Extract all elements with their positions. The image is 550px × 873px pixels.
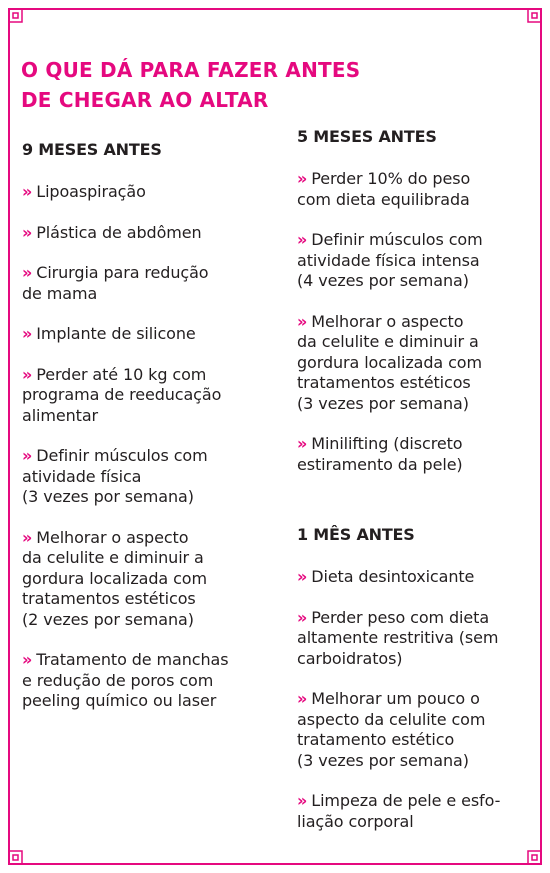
title-line-2: DE CHEGAR AO ALTAR: [21, 88, 269, 112]
item-text-line: Plástica de abdômen: [36, 222, 202, 242]
item-text-line: Perder até 10 kg com: [36, 364, 207, 384]
bullet-icon: »: [297, 791, 308, 810]
bullet-icon: »: [297, 567, 308, 586]
list-item: [297, 567, 537, 588]
bullet-icon: »: [297, 607, 308, 627]
item-text-line: gordura localizada com: [297, 352, 482, 372]
page-title: [21, 55, 501, 115]
item-text-line: Lipoaspiração: [36, 182, 146, 201]
bullet-icon: »: [22, 182, 33, 201]
item-text-line: aspecto da celulite com: [297, 709, 486, 729]
item-text-line: Perder 10% do peso: [311, 169, 471, 188]
list-item: [297, 608, 537, 670]
list-item: [22, 650, 277, 712]
item-text-line: Tratamento de manchas: [36, 650, 229, 669]
list-item: [297, 689, 537, 771]
section-heading-1-mes: 1 MÊS ANTES: [297, 525, 415, 544]
item-text-line: carboidratos): [297, 648, 403, 668]
list-5-meses: [297, 169, 537, 475]
item-text-line: Definir músculos com: [311, 230, 483, 249]
bullet-icon: »: [22, 527, 33, 547]
item-text-line: estiramento da pele): [297, 454, 463, 474]
column-nine-months: [22, 140, 277, 732]
item-text-line: atividade física: [22, 466, 142, 486]
item-text-line: tratamentos estéticos: [22, 589, 196, 608]
item-text-line: atividade física intensa: [297, 250, 480, 270]
bullet-icon: »: [22, 263, 33, 282]
list-item: [22, 365, 277, 427]
list-9-meses: [22, 182, 277, 712]
column-five-and-one-month: [297, 127, 537, 852]
item-text-line: Limpeza de pele e esfo-: [311, 791, 501, 810]
item-text-line: tratamento estético: [297, 730, 455, 749]
item-text-line: da celulite e diminuir a: [297, 332, 479, 351]
list-item: [297, 169, 537, 210]
bullet-icon: »: [297, 434, 308, 453]
bullet-icon: »: [22, 446, 33, 465]
bullet-icon: »: [297, 169, 308, 188]
item-text-line: de mama: [22, 283, 98, 303]
list-item: [297, 230, 537, 292]
section-spacer: [297, 495, 537, 525]
item-text-line: (3 vezes por semana): [22, 487, 194, 506]
bullet-icon: »: [22, 364, 33, 384]
item-text-line: tratamentos estéticos: [297, 373, 471, 392]
bullet-icon: »: [22, 324, 33, 343]
section-heading-5-meses: 5 MESES ANTES: [297, 127, 437, 146]
list-item: [22, 263, 277, 304]
list-item: [22, 446, 277, 508]
item-text-line: (3 vezes por semana): [297, 750, 469, 770]
bullet-icon: »: [297, 230, 308, 249]
list-item: [22, 223, 277, 244]
item-text-line: Melhorar um pouco o: [311, 689, 480, 708]
item-text-line: Dieta desintoxicante: [311, 567, 475, 586]
item-text-line: Perder peso com dieta: [311, 607, 490, 627]
item-text-line: altamente restritiva (sem: [297, 628, 499, 647]
item-text-line: liação corporal: [297, 811, 414, 831]
item-text-line: programa de reeducação: [22, 385, 222, 404]
item-text-line: Definir músculos com: [36, 446, 208, 465]
item-text-line: peeling químico ou laser: [22, 691, 217, 710]
bullet-icon: »: [297, 689, 308, 708]
list-item: [297, 434, 537, 475]
list-1-mes: [297, 567, 537, 832]
title-line-1: O QUE DÁ PARA FAZER ANTES: [21, 58, 361, 82]
list-item: [22, 528, 277, 631]
bullet-icon: »: [22, 222, 33, 242]
item-text-line: Minilifting (discreto: [311, 434, 463, 453]
list-item: [297, 791, 537, 832]
list-item: [297, 312, 537, 415]
list-item: [22, 324, 277, 345]
item-text-line: Cirurgia para redução: [36, 263, 209, 282]
item-text-line: alimentar: [22, 405, 99, 425]
item-text-line: Implante de silicone: [36, 324, 196, 343]
bullet-icon: »: [297, 311, 308, 331]
item-text-line: com dieta equilibrada: [297, 189, 470, 209]
item-text-line: gordura localizada com: [22, 568, 207, 588]
item-text-line: e redução de poros com: [22, 670, 214, 690]
item-text-line: Melhorar o aspecto: [36, 527, 189, 547]
list-item: [22, 182, 277, 203]
bullet-icon: »: [22, 650, 33, 669]
item-text-line: (3 vezes por semana): [297, 393, 469, 413]
item-text-line: Melhorar o aspecto: [311, 311, 464, 331]
item-text-line: da celulite e diminuir a: [22, 548, 204, 567]
item-text-line: (4 vezes por semana): [297, 271, 469, 290]
section-heading-9-meses: 9 MESES ANTES: [22, 140, 162, 159]
item-text-line: (2 vezes por semana): [22, 609, 194, 629]
